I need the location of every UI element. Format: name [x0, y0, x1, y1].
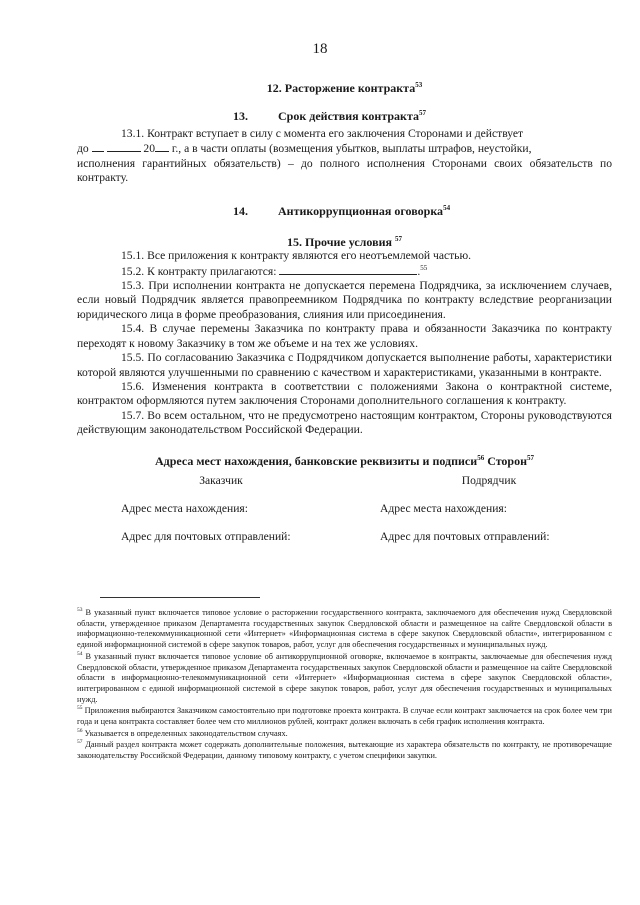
- clause-13-1-line2: до 20 г., а в части оплаты (возмещения убытков, выплаты штрафов, неустойки,: [77, 142, 532, 156]
- section-14-heading: 14. Антикоррупционная оговорка$^{54}$: [233, 204, 451, 219]
- customer-location-label: Адрес места нахождения:: [121, 502, 248, 516]
- clause-15-1: 15.1. Все приложения к контракту являются его неотъемлемой частью.: [121, 249, 472, 263]
- clause-15-2: 15.2. К контракту прилагаются: .$^{55}$: [121, 263, 428, 278]
- year-blank: [155, 141, 169, 152]
- contractor-label: Подрядчик: [461, 473, 517, 487]
- clause-15-4: 15.4. В случае перемены Заказчика по контракту права и обязанности Заказчика по контракту переходят к новому Заказчику в том же объеме и на тех же условиях.: [77, 322, 612, 350]
- footnote-separator: [100, 597, 260, 598]
- document-body: [77, 78, 612, 564]
- footnote-57: $^{57}$ Данный раздел контракта может содержать дополнительные положения, вытекающие из характера обязательств по контракту, не противоречащие законодательству Российской Федерации, данному типовому контракту, с учетом специфики закупки.: [77, 739, 612, 761]
- day-blank: [92, 141, 104, 152]
- month-blank: [107, 141, 141, 152]
- section-13-heading: 13. Срок действия контракта$^{57}$: [233, 109, 427, 124]
- contractor-postal-label: Адрес для почтовых отправлений:: [380, 529, 550, 543]
- clause-15-5: 15.5. По согласованию Заказчика с Подрядчиком допускается выполнение работы, характеристики которой являются улучшенными по сравнению с качеством и характеристиками, указанными в контракте.: [77, 351, 612, 379]
- footnote-54: $^{54}$ В указанный пункт включается типовое условие об антикоррупционной оговорке, включаемое в контракты, заключаемые для обеспечения нужд Свердловской области, утвержденное приказом Департамента государственных закупок Свердловской области и размещенное на сайте Свердловской области в информационно-телекоммуникационной сети «Интернет» «Информационная система в сфере закупок Свердловской области», интегрированном с единой информационной системой в сфере закупок товаров, работ, услуг для обеспечения государственных и муниципальных нужд.: [77, 651, 612, 704]
- section-15-heading: 15. Прочие условия $^{57}$: [287, 234, 402, 249]
- clause-15-3: 15.3. При исполнении контракта не допускается перемена Подрядчика, за исключением случаев, если новый Подрядчик является правопреемником Подрядчика по контракту вследствие реорганизации юридического лица в форме преобразования, слияния или присоединения.: [77, 279, 612, 321]
- contractor-column: [380, 474, 620, 544]
- footnote-53: $^{53}$ В указанный пункт включается типовое условие о расторжении государственного контракта, заключаемого для обеспечения нужд Свердловской области, утвержденное приказом Департамента государственных закупок Свердловской области и размещенное на сайте Свердловской области в информационно-телекоммуникационной сети «Интернет» «Информационная система в сфере закупок Свердловской области», интегрированном с единой информационной системой в сфере закупок товаров, работ, услуг для обеспечения государственных и муниципальных нужд.: [77, 607, 612, 650]
- customer-postal-label: Адрес для почтовых отправлений:: [121, 529, 291, 543]
- footnote-55: $^{55}$ Приложения выбираются Заказчиком самостоятельно при подготовке проекта контракта. В случае если контракт заключается на срок более чем три года и цена контракта составляет более чем сто миллионов рублей, контракт должен включать в себя график исполнения контракта.: [77, 705, 612, 727]
- clause-15-6: 15.6. Изменения контракта в соответствии с положениями Закона о контрактной системе, контрактом оформляются путем заключения Сторонами дополнительного соглашения к контракту.: [77, 379, 612, 408]
- customer-label: Заказчик: [199, 473, 243, 487]
- attachments-blank: [279, 264, 417, 275]
- footnote-56: $^{56}$ Указывается в определенных законодательством случаях.: [77, 727, 288, 738]
- clause-13-1-line1: 13.1. Контракт вступает в силу с момента его заключения Сторонами и действует: [121, 126, 524, 140]
- customer-column: [121, 474, 361, 544]
- clause-13-1-line3: исполнения гарантийных обязательств) – до полного исполнения Сторонами своих обязательств по контракту.: [77, 156, 612, 185]
- contractor-location-label: Адрес места нахождения:: [380, 502, 507, 516]
- clause-15-7: 15.7. Во всем остальном, что не предусмотрено настоящим контрактом, Стороны руководствуются действующим законодательством Российской Федерации.: [77, 408, 612, 437]
- footnotes: [77, 608, 612, 763]
- page-number: 18: [312, 41, 328, 57]
- addresses-heading: Адреса мест нахождения, банковские реквизиты и подписи$^{56}$ Сторон$^{57}$: [154, 453, 535, 468]
- parties-addresses: [77, 474, 612, 564]
- section-12-heading: 12. Расторжение контракта$^{53}$: [266, 81, 423, 95]
